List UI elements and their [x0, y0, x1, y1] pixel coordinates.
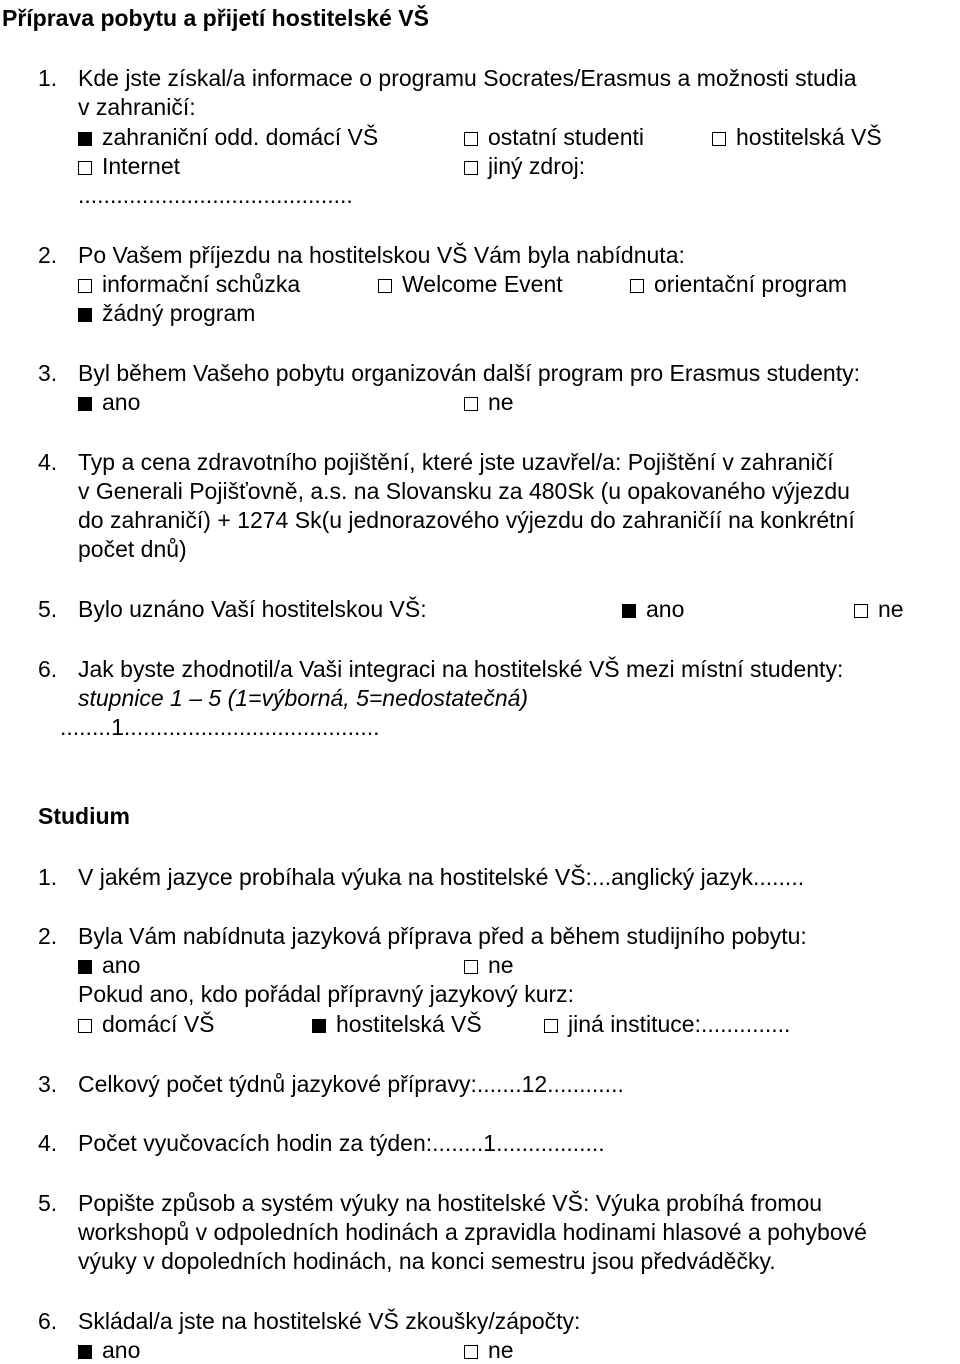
checkbox-empty-icon[interactable]: [630, 279, 644, 293]
q2-option-no-program[interactable]: [78, 299, 255, 327]
option-label: zahraniční odd. domácí VŠ: [102, 124, 379, 150]
checkbox-empty-icon[interactable]: [544, 1019, 558, 1033]
checkbox-empty-icon[interactable]: [78, 1019, 92, 1033]
option-label: Internet: [102, 153, 180, 179]
checkbox-checked-icon[interactable]: [78, 397, 92, 411]
checkbox-empty-icon[interactable]: [464, 397, 478, 411]
option-label: domácí VŠ: [102, 1011, 215, 1037]
s2-sub-option-host-university[interactable]: [312, 1010, 482, 1038]
s5-text-line3: výuky v dopoledních hodinách, na konci semestru jsou předváděčky.: [78, 1248, 776, 1274]
page-title: Příprava pobytu a přijetí hostitelské VŠ: [2, 5, 429, 31]
q2-number: 2.: [38, 242, 58, 268]
option-label: hostitelská VŠ: [736, 124, 882, 150]
option-label: ostatní studenti: [488, 124, 644, 150]
checkbox-empty-icon[interactable]: [712, 132, 726, 146]
q5-option-no[interactable]: [854, 595, 904, 623]
q5-text: Bylo uznáno Vaší hostitelskou VŠ:: [78, 596, 427, 622]
s2-subtext: Pokud ano, kdo pořádal přípravný jazykový kurz:: [78, 981, 575, 1007]
q3-option-no[interactable]: [464, 388, 514, 416]
checkbox-empty-icon[interactable]: [78, 161, 92, 175]
checkbox-empty-icon[interactable]: [464, 1345, 478, 1359]
q1-answer-blank[interactable]: ...........................................: [78, 182, 353, 208]
option-label: jiná instituce:..............: [568, 1011, 791, 1037]
q4-text-line2: v Generali Pojišťovně, a.s. na Slovansku za 480Sk (u opakovaného výjezdu: [78, 478, 850, 504]
q2-text: Po Vašem příjezdu na hostitelskou VŠ Vám byla nabídnuta:: [78, 242, 685, 268]
q1-option-host-university[interactable]: [712, 123, 882, 151]
s3-number: 3.: [38, 1071, 58, 1097]
checkbox-empty-icon[interactable]: [78, 279, 92, 293]
option-label: ano: [102, 389, 141, 415]
q4-text-line1: Typ a cena zdravotního pojištění, které jste uzavřel/a: Pojištění v zahraničí: [78, 449, 834, 475]
checkbox-checked-icon[interactable]: [78, 132, 92, 146]
option-label: ne: [488, 952, 514, 978]
s2-text: Byla Vám nabídnuta jazyková příprava před a během studijního pobytu:: [78, 923, 807, 949]
q3-text: Byl během Vašeho pobytu organizován další program pro Erasmus studenty:: [78, 360, 860, 386]
option-label: ano: [646, 596, 685, 622]
checkbox-checked-icon[interactable]: [312, 1019, 326, 1033]
q6-text: Jak byste zhodnotil/a Vaši integraci na hostitelské VŠ mezi místní studenty:: [78, 656, 844, 682]
section-title-studium: Studium: [38, 803, 130, 829]
q6-scale: stupnice 1 – 5 (1=výborná, 5=nedostatečná): [78, 685, 529, 711]
s3-text: Celkový počet týdnů jazykové přípravy:.......12............: [78, 1071, 624, 1097]
q4-text-line3: do zahraničí) + 1274 Sk(u jednorazového výjezdu do zahraničíí na konkrétní: [78, 507, 855, 533]
q3-option-yes[interactable]: [78, 388, 140, 416]
s2-option-no[interactable]: [464, 951, 514, 979]
s6-number: 6.: [38, 1308, 58, 1334]
s5-text-line2: workshopů v odpoledních hodinách a zpravidla hodinami hlasové a pohybové: [78, 1219, 867, 1245]
s1-text: V jakém jazyce probíhala výuka na hostitelské VŠ:...anglický jazyk........: [78, 864, 805, 890]
q6-number: 6.: [38, 656, 58, 682]
s2-sub-option-other-institution[interactable]: [544, 1010, 790, 1038]
s4-text: Počet vyučovacích hodin za týden:........1.................: [78, 1130, 605, 1156]
option-label: ne: [878, 596, 904, 622]
option-label: jiný zdroj:: [488, 153, 586, 179]
s2-number: 2.: [38, 923, 58, 949]
q2-option-orientation-program[interactable]: [630, 270, 847, 298]
q4-number: 4.: [38, 449, 58, 475]
q1-option-foreign-office[interactable]: [78, 123, 378, 151]
option-label: žádný program: [102, 300, 256, 326]
q1-option-other-students[interactable]: [464, 123, 644, 151]
q4-text-line4: počet dnů): [78, 536, 187, 562]
checkbox-empty-icon[interactable]: [464, 161, 478, 175]
checkbox-checked-icon[interactable]: [622, 604, 636, 618]
q1-number: 1.: [38, 65, 58, 91]
option-label: ne: [488, 1337, 514, 1363]
s5-text-line1: Popište způsob a systém výuky na hostitelské VŠ: Výuka probíhá fromou: [78, 1190, 823, 1216]
checkbox-checked-icon[interactable]: [78, 308, 92, 322]
option-label: ne: [488, 389, 514, 415]
q2-option-welcome-event[interactable]: [378, 270, 563, 298]
q1-option-internet[interactable]: [78, 152, 180, 180]
checkbox-empty-icon[interactable]: [464, 960, 478, 974]
s6-text: Skládal/a jste na hostitelské VŠ zkoušky/zápočty:: [78, 1308, 581, 1334]
option-label: informační schůzka: [102, 271, 301, 297]
q5-option-yes[interactable]: [622, 595, 684, 623]
q6-answer[interactable]: ........1........................................: [60, 714, 380, 740]
q2-option-info-meeting[interactable]: [78, 270, 300, 298]
s1-number: 1.: [38, 864, 58, 890]
option-label: ano: [102, 952, 141, 978]
option-label: hostitelská VŠ: [336, 1011, 482, 1037]
q5-number: 5.: [38, 596, 58, 622]
checkbox-checked-icon[interactable]: [78, 1345, 92, 1359]
checkbox-empty-icon[interactable]: [378, 279, 392, 293]
q1-option-other-source[interactable]: [464, 152, 585, 180]
s4-number: 4.: [38, 1130, 58, 1156]
checkbox-empty-icon[interactable]: [854, 604, 868, 618]
s2-option-yes[interactable]: [78, 951, 140, 979]
option-label: orientační program: [654, 271, 848, 297]
q3-number: 3.: [38, 360, 58, 386]
s2-sub-option-home-university[interactable]: [78, 1010, 215, 1038]
s5-number: 5.: [38, 1190, 58, 1216]
q1-text-line2: v zahraničí:: [78, 94, 196, 120]
checkbox-empty-icon[interactable]: [464, 132, 478, 146]
q1-text-line1: Kde jste získal/a informace o programu Socrates/Erasmus a možnosti studia: [78, 65, 857, 91]
option-label: ano: [102, 1337, 141, 1363]
option-label: Welcome Event: [402, 271, 563, 297]
checkbox-checked-icon[interactable]: [78, 960, 92, 974]
